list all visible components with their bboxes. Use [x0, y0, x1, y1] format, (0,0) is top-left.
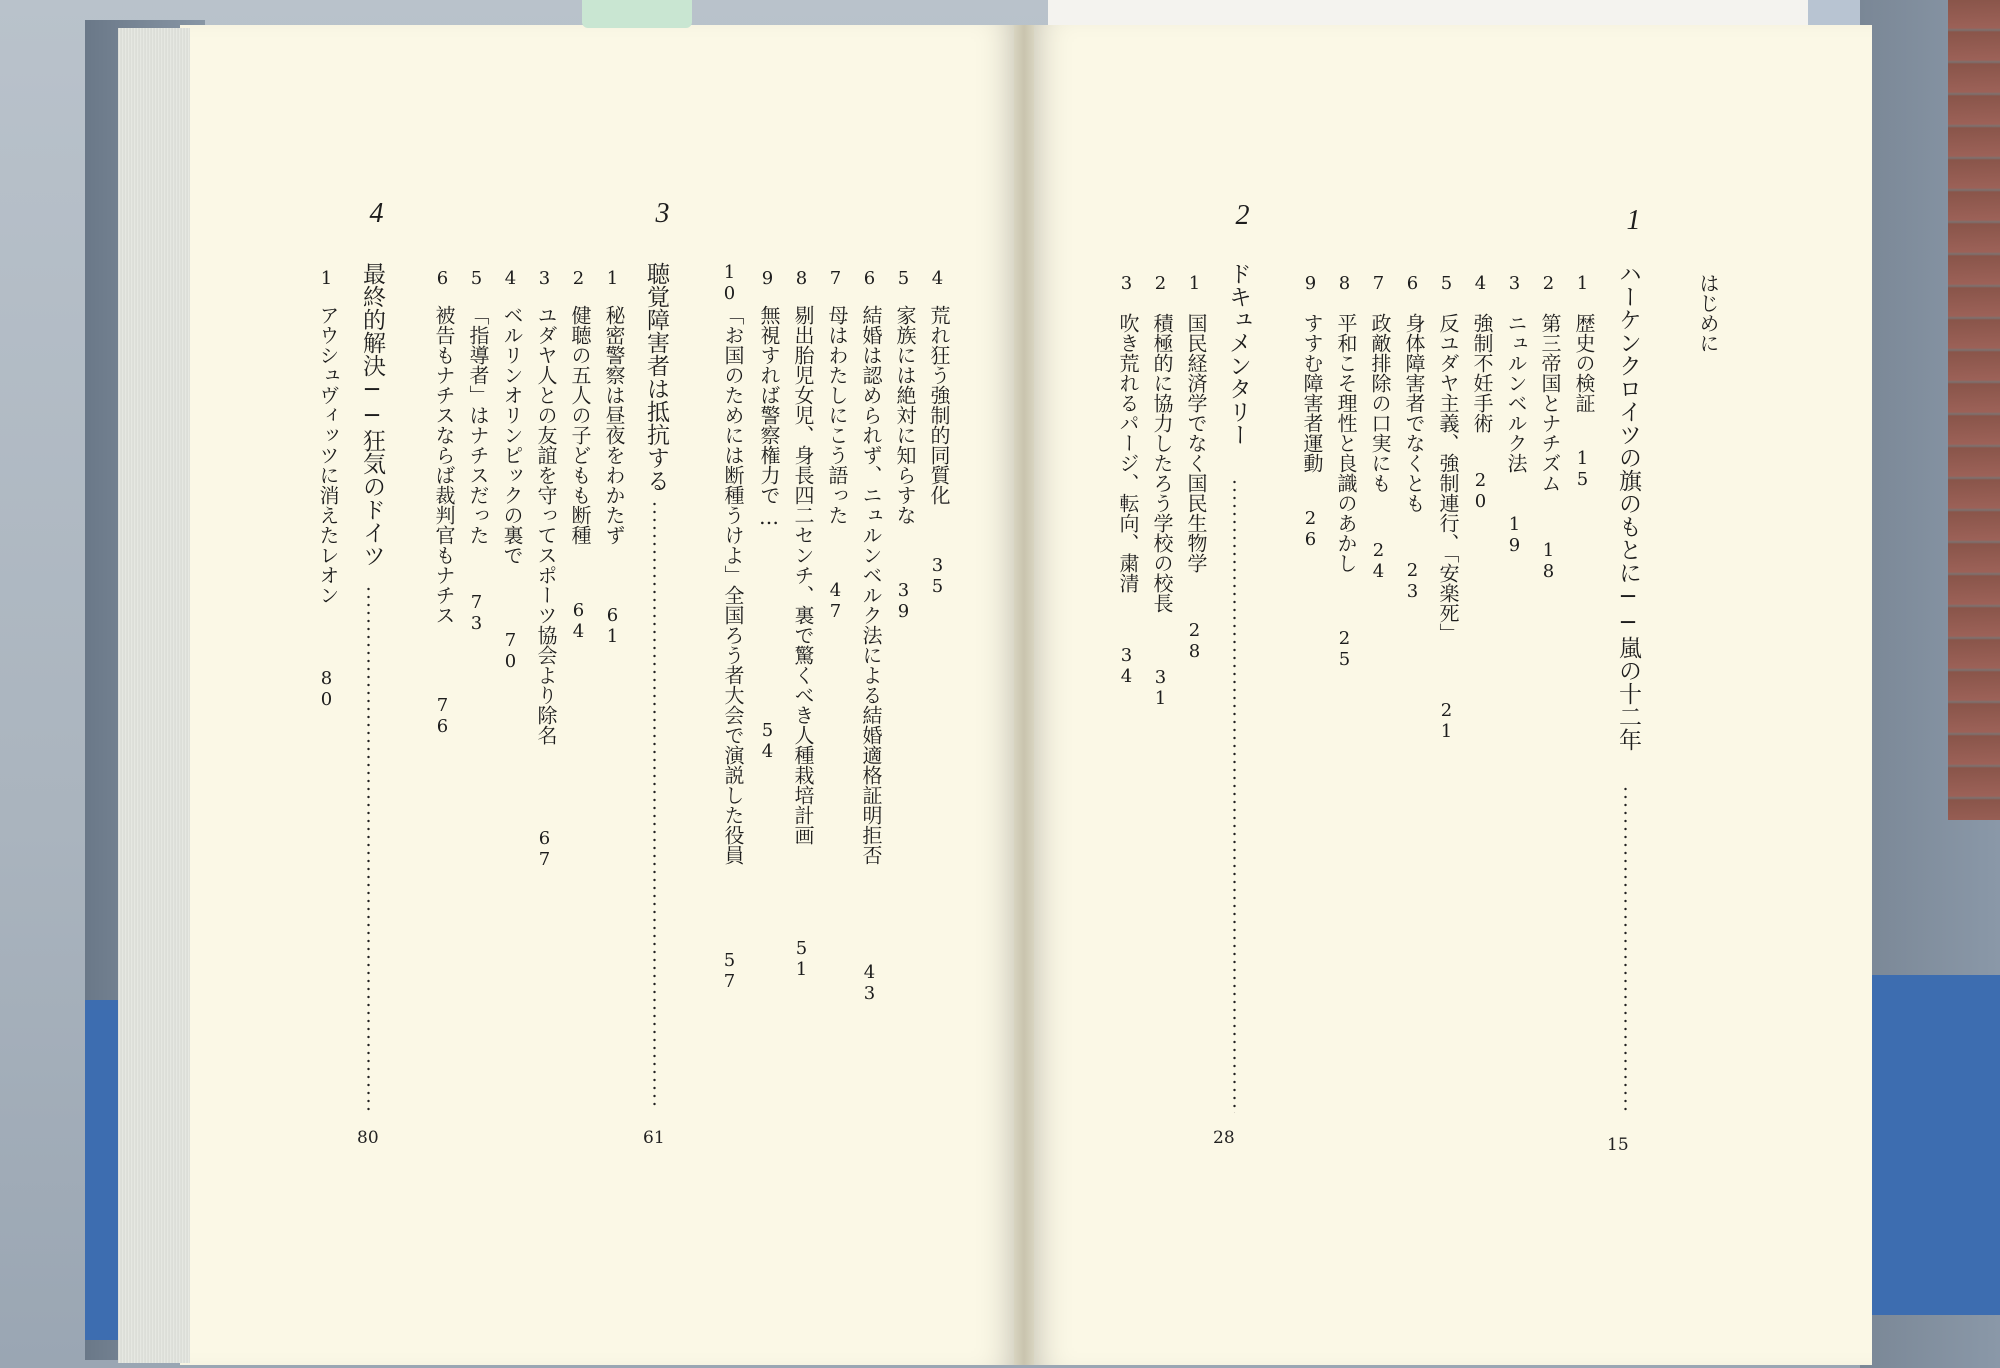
ch1-item-3-page: 19 [1504, 514, 1525, 556]
ch4-item-1-page: 80 [316, 668, 337, 710]
ch4-item-1-number: 1 [316, 268, 337, 289]
ch2-item-2-title: 積極的に協力したろう学校の校長 [1150, 313, 1174, 613]
ch2-item-3-page: 34 [1116, 645, 1137, 687]
ch2-item-8-page: 51 [791, 938, 812, 980]
page-edges [118, 28, 190, 1363]
ch3-item-3-title: ユダヤ人との友誼を守ってスポーツ協会より除名 [534, 305, 558, 745]
ch1-item-3-title: ニュルンベルク法 [1504, 313, 1528, 473]
ch1-item-8-number: 8 [1334, 273, 1355, 294]
chapter-2-page: 28 [1213, 1128, 1235, 1148]
ch2-item-7-number: 7 [825, 268, 846, 289]
ch2-item-3-number: 3 [1116, 273, 1137, 294]
ch1-item-5-page: 21 [1436, 700, 1457, 742]
ch2-item-5-number: 5 [893, 268, 914, 289]
book-gutter [1014, 25, 1034, 1365]
ch3-item-4-number: 4 [500, 268, 521, 289]
chapter-1-leader [1624, 785, 1627, 1115]
ch1-item-5-number: 5 [1436, 273, 1457, 294]
ch2-item-1-page: 28 [1184, 620, 1205, 662]
cover-brick-art [1948, 0, 2000, 820]
ch2-item-5-page: 39 [893, 580, 914, 622]
chapter-1-number: 1 [1618, 205, 1649, 236]
ch1-item-1-number: 1 [1572, 273, 1593, 294]
chapter-1-page: 15 [1607, 1135, 1629, 1155]
chapter-3-number: 3 [647, 198, 678, 229]
ch1-item-9-title: すすむ障害者運動 [1300, 313, 1324, 473]
dust-jacket-flap [1048, 0, 1808, 26]
ch2-item-2-number: 2 [1150, 273, 1171, 294]
ch3-item-2-title: 健聴の五人の子どもも断種 [568, 305, 592, 545]
ch1-item-8-title: 平和こそ理性と良識のあかし [1334, 313, 1358, 573]
ch3-item-2-number: 2 [568, 268, 589, 289]
ch2-item-4-page: 35 [927, 555, 948, 597]
ch1-item-6-title: 身体障害者でなくとも [1402, 313, 1426, 513]
chapter-2-leader [1233, 478, 1236, 1113]
ch3-item-6-number: 6 [432, 268, 453, 289]
ch1-item-9-page: 26 [1300, 508, 1321, 550]
chapter-2-number: 2 [1227, 200, 1258, 231]
ch2-item-7-page: 47 [825, 580, 846, 622]
ch3-item-4-title: ベルリンオリンピックの裏で [500, 305, 524, 565]
ch1-item-3-number: 3 [1504, 273, 1525, 294]
ch1-item-1-page: 15 [1572, 448, 1593, 490]
ch2-item-8-title: 剔出胎児女児、身長四二センチ、裏で驚くべき人種栽培計画 [791, 305, 815, 845]
ch3-item-3-page: 67 [534, 828, 555, 870]
ch2-item-10-page: 57 [719, 950, 740, 992]
ch1-item-7-number: 7 [1368, 273, 1389, 294]
ch1-item-6-page: 23 [1402, 560, 1423, 602]
ch2-item-4-number: 4 [927, 268, 948, 289]
ch1-item-9-number: 9 [1300, 273, 1321, 294]
ch1-item-7-title: 政敵排除の口実にも [1368, 313, 1392, 493]
ch2-item-3-title: 吹き荒れるパージ、転向、粛清 [1116, 313, 1140, 593]
ch3-item-1-number: 1 [602, 268, 623, 289]
ch3-item-5-number: 5 [466, 268, 487, 289]
ch2-item-9-title: 無視すれば警察権力で… [757, 305, 781, 529]
ch1-item-4-page: 20 [1470, 470, 1491, 512]
ch2-item-9-number: 9 [757, 268, 778, 289]
ch2-item-6-title: 結婚は認められず、ニュルンベルク法による結婚適格証明拒否 [859, 305, 883, 865]
chapter-4-number: 4 [361, 198, 392, 229]
ch2-item-1-title: 国民経済学でなく国民生物学 [1184, 313, 1208, 573]
ch2-item-7-title: 母はわたしにこう語った [825, 305, 849, 525]
ch3-item-5-title: 「指導者」はナチスだった [466, 305, 490, 545]
ch3-item-2-page: 64 [568, 600, 589, 642]
chapter-3-page: 61 [643, 1128, 665, 1148]
chapter-4-page: 80 [357, 1128, 379, 1148]
ch2-item-10-title: 「お国のためには断種うけよ」全国ろう者大会で演説した役員 [721, 305, 745, 865]
bookmark-ribbon [582, 0, 692, 28]
ch2-item-10-number: 10 [719, 262, 740, 304]
ch3-item-1-page: 61 [602, 605, 623, 647]
ch2-item-4-title: 荒れ狂う強制的同質化 [927, 305, 951, 505]
ch1-item-2-title: 第三帝国とナチズム [1538, 313, 1562, 493]
chapter-3-leader [653, 500, 656, 1110]
left-page [180, 25, 1018, 1365]
chapter-4-title: 最終的解決──狂気のドイツ [359, 262, 385, 567]
ch3-item-6-title: 被告もナチスならば裁判官もナチス [432, 305, 456, 625]
ch1-item-2-number: 2 [1538, 273, 1559, 294]
chapter-2-title: ドキュメンタリー [1225, 262, 1251, 446]
chapter-1-title: ハーケンクロイツの旗のもとに──嵐の十二年 [1615, 262, 1641, 751]
ch1-item-5-title: 反ユダヤ主義、強制連行、「安楽死」 [1436, 313, 1460, 643]
cover-right-blue-band [1860, 975, 2000, 1315]
ch3-item-4-page: 70 [500, 630, 521, 672]
ch2-item-8-number: 8 [791, 268, 812, 289]
ch1-item-8-page: 25 [1334, 628, 1355, 670]
ch2-item-1-number: 1 [1184, 273, 1205, 294]
chapter-4-leader [367, 585, 370, 1113]
ch1-item-1-title: 歴史の検証 [1572, 313, 1596, 413]
ch2-item-2-page: 31 [1150, 667, 1171, 709]
ch4-item-1-title: アウシュヴィッツに消えたレオン [316, 305, 340, 605]
ch3-item-5-page: 73 [466, 592, 487, 634]
ch1-item-4-title: 強制不妊手術 [1470, 313, 1494, 433]
intro-heading: はじめに [1696, 273, 1720, 353]
ch1-item-2-page: 18 [1538, 540, 1559, 582]
ch1-item-6-number: 6 [1402, 273, 1423, 294]
chapter-3-title: 聴覚障害者は抵抗する [643, 262, 669, 492]
ch3-item-1-title: 秘密警察は昼夜をわかたず [602, 305, 626, 545]
ch2-item-6-number: 6 [859, 268, 880, 289]
ch2-item-5-title: 家族には絶対に知らすな [893, 305, 917, 525]
ch2-item-9-page: 54 [757, 720, 778, 762]
ch1-item-4-number: 4 [1470, 273, 1491, 294]
ch3-item-3-number: 3 [534, 268, 555, 289]
ch1-item-7-page: 24 [1368, 540, 1389, 582]
ch2-item-6-page: 43 [859, 962, 880, 1004]
ch3-item-6-page: 76 [432, 695, 453, 737]
